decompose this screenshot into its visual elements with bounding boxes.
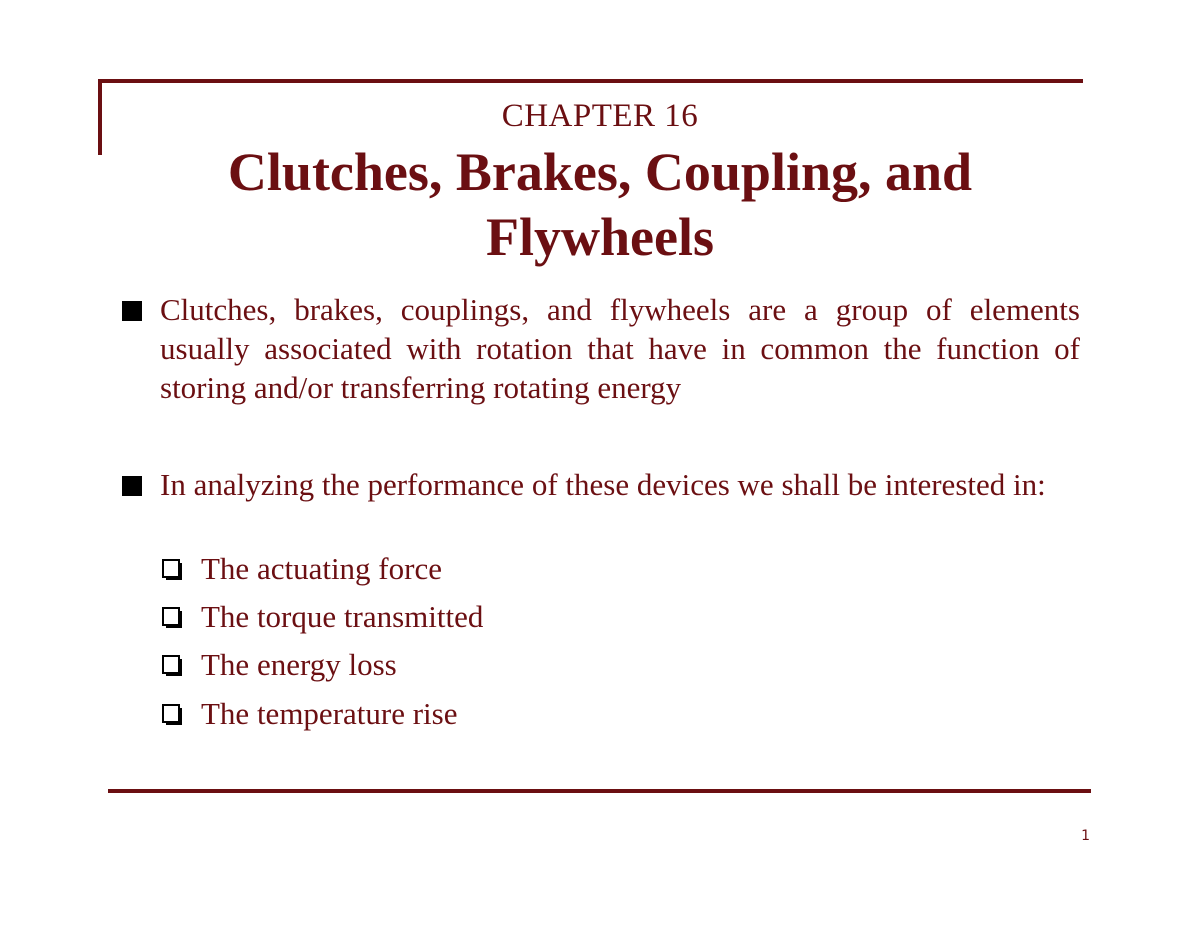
- checkbox-icon: [162, 559, 183, 581]
- top-rule: [98, 79, 1083, 83]
- slide-title: Clutches, Brakes, Coupling, and Flywheels: [227, 142, 973, 267]
- bottom-rule: [108, 789, 1091, 793]
- checkbox-icon: [162, 655, 183, 677]
- sub-item-text: The torque transmitted: [201, 599, 484, 634]
- bullet-text: In analyzing the performance of these devices we shall be interested in:: [160, 467, 1046, 502]
- square-bullet-icon: [122, 301, 142, 321]
- checkbox-icon: [162, 704, 183, 726]
- checkbox-icon: [162, 607, 183, 629]
- page-number: 1: [1081, 828, 1090, 844]
- sub-item-text: The temperature rise: [201, 696, 458, 731]
- sub-item-text: The energy loss: [201, 647, 397, 682]
- bullet-text: Clutches, brakes, couplings, and flywheels are a group of elements usually associated with rotation that have in common the function of storing and/or transferring rotating energy: [160, 292, 1080, 405]
- chapter-label: CHAPTER 16: [501, 98, 699, 134]
- sub-item-text: The actuating force: [201, 551, 442, 586]
- square-bullet-icon: [122, 476, 142, 496]
